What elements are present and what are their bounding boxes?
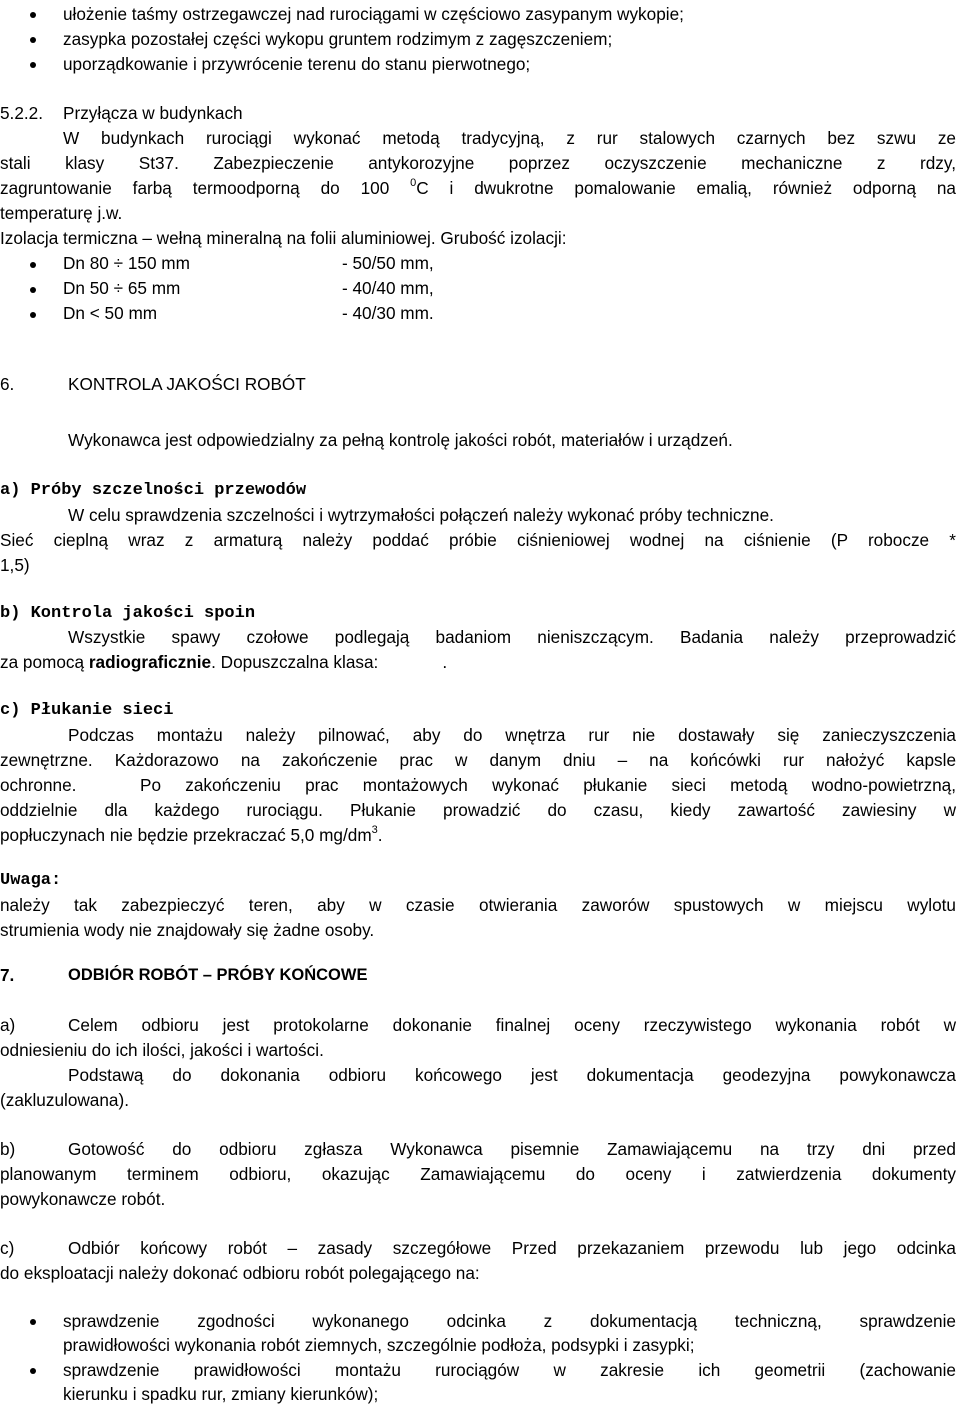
paragraph-line: Wszystkie spawy czołowe podlegają badaniom nieniszczącym. Badania należy przeprowadzić bbox=[68, 627, 956, 647]
paragraph-line: Po zakończeniu prac montażowych wykonać płukanie sieci metodą wodno-powietrzną, bbox=[140, 775, 956, 795]
paragraph-line: Wykonawca jest odpowiedzialny za pełną kontrolę jakości robót, materiałów i urządzeń. bbox=[68, 430, 733, 450]
bullet-dot bbox=[30, 262, 36, 268]
paragraph-line: zewnętrzne. Każdorazowo na zakończenie prac w danym dniu – na końcówki rur nałożyć kapsle bbox=[0, 750, 956, 770]
insulation-thickness: - 50/50 mm, bbox=[342, 253, 434, 273]
subsection-title: b) Kontrola jakości spoin bbox=[0, 604, 256, 623]
item-label: c) bbox=[0, 1238, 15, 1258]
section-number: 7. bbox=[0, 965, 15, 985]
paragraph-line: Podczas montażu należy pilnować, aby do wnętrza rur nie dostawały się zanieczyszczenia bbox=[68, 725, 956, 745]
list-item: ułożenie taśmy ostrzegawczej nad rurociągami w częściowo zasypanym wykopie; bbox=[63, 4, 684, 24]
list-item: prawidłowości wykonania robót ziemnych, szczególnie podłoża, podsypki i zasypki; bbox=[63, 1335, 695, 1355]
bullet-dot bbox=[30, 62, 36, 68]
insulation-diameter: Dn < 50 mm bbox=[63, 303, 158, 323]
subsection-title: a) Próby szczelności przewodów bbox=[0, 481, 307, 500]
item-label: b) bbox=[0, 1139, 16, 1159]
paragraph-line: powykonawcze robót. bbox=[0, 1189, 166, 1209]
list-item: zasypka pozostałej części wykopu gruntem rodzimym z zagęszczeniem; bbox=[63, 29, 613, 49]
paragraph-line: strumienia wody nie znajdowały się żadne osoby. bbox=[0, 920, 375, 940]
bullet-dot bbox=[30, 1319, 36, 1325]
list-item: kierunku i spadku rur, zmiany kierunków); bbox=[63, 1384, 379, 1404]
bullet-dot bbox=[30, 12, 36, 18]
paragraph-line: temperaturę j.w. bbox=[0, 203, 123, 223]
insulation-thickness: - 40/30 mm. bbox=[342, 303, 434, 323]
paragraph-line: zagruntowanie farbą termoodporną do 100 $^0$C i dwukrotne pomalowanie emalią, również odporną na bbox=[0, 177, 956, 198]
section-number: 5.2.2. bbox=[0, 103, 44, 123]
section-title: KONTROLA JAKOŚCI ROBÓT bbox=[68, 374, 306, 394]
paragraph-line: W celu sprawdzenia szczelności i wytrzymałości połączeń należy wykonać próby techniczne. bbox=[68, 505, 774, 525]
section-title: ODBIÓR ROBÓT – PRÓBY KOŃCOWE bbox=[68, 966, 368, 984]
paragraph-line: Celem odbioru jest protokolarne dokonanie finalnej oceny rzeczywistego wykonania robót w bbox=[68, 1015, 956, 1035]
list-item: sprawdzenie zgodności wykonanego odcinka z dokumentacją techniczną, sprawdzenie bbox=[63, 1311, 956, 1331]
list-item: sprawdzenie prawidłowości montażu rurociągów w zakresie ich geometrii (zachowanie bbox=[63, 1360, 956, 1380]
insulation-thickness: - 40/40 mm, bbox=[342, 278, 434, 298]
bullet-dot bbox=[30, 37, 36, 43]
paragraph-line: stali klasy St37. Zabezpieczenie antykorozyjne poprzez oczyszczenie mechaniczne z rdzy, bbox=[0, 153, 956, 173]
paragraph-line: oddzielnie dla każdego rurociągu. Płukanie prowadzić do czasu, kiedy zawartość zawiesiny w bbox=[0, 800, 956, 820]
paragraph-line: do eksploatacji należy dokonać odbioru robót polegającego na: bbox=[0, 1263, 480, 1283]
bullet-dot bbox=[30, 287, 36, 293]
subsection-title: c) Płukanie sieci bbox=[0, 701, 174, 720]
paragraph-line: odniesieniu do ich ilości, jakości i wartości. bbox=[0, 1040, 324, 1060]
bullet-dot bbox=[30, 312, 36, 318]
paragraph-line: W budynkach rurociągi wykonać metodą tradycyjną, z rur stalowych czarnych bez szwu ze bbox=[63, 128, 956, 148]
insulation-diameter: Dn 50 ÷ 65 mm bbox=[63, 278, 181, 298]
section-title: Przyłącza w budynkach bbox=[63, 103, 243, 123]
paragraph-line: Podstawą do dokonania odbioru końcowego jest dokumentacja geodezyjna powykonawcza bbox=[68, 1065, 956, 1085]
section-number: 6. bbox=[0, 374, 15, 394]
paragraph-line: należy tak zabezpieczyć teren, aby w czasie otwierania zaworów spustowych w miejscu wylotu bbox=[0, 895, 956, 915]
paragraph-line: popłuczynach nie będzie przekraczać 5,0 $mg/dm^3$. bbox=[0, 824, 383, 845]
paragraph-line: Odbiór końcowy robót – zasady szczegółowe Przed przekazaniem przewodu lub jego odcinka bbox=[68, 1238, 956, 1258]
bullet-dot bbox=[30, 1368, 36, 1374]
item-label: a) bbox=[0, 1015, 16, 1035]
paragraph-line: Sieć cieplną wraz z armaturą należy poddać próbie ciśnieniowej wodnej na ciśnienie (P robocze * bbox=[0, 530, 956, 550]
paragraph-line: planowanym terminem odbioru, okazując Zamawiającemu do oceny i zatwierdzenia dokumenty bbox=[0, 1164, 956, 1184]
insulation-diameter: Dn 80 ÷ 150 mm bbox=[63, 253, 190, 273]
note-title: Uwaga: bbox=[0, 871, 62, 890]
paragraph-line: (zakluzulowana). bbox=[0, 1090, 129, 1110]
paragraph-line: za pomocą radiograficznie. Dopuszczalna klasa: . bbox=[0, 652, 448, 672]
paragraph-line: Gotowość do odbioru zgłasza Wykonawca pisemnie Zamawiającemu na trzy dni przed bbox=[68, 1139, 956, 1159]
list-item: uporządkowanie i przywrócenie terenu do stanu pierwotnego; bbox=[63, 54, 531, 74]
paragraph-line: ochronne. bbox=[0, 775, 77, 795]
paragraph-line: 1,5) bbox=[0, 555, 30, 575]
paragraph-line: Izolacja termiczna – wełną mineralną na folii aluminiowej. Grubość izolacji: bbox=[0, 228, 567, 248]
